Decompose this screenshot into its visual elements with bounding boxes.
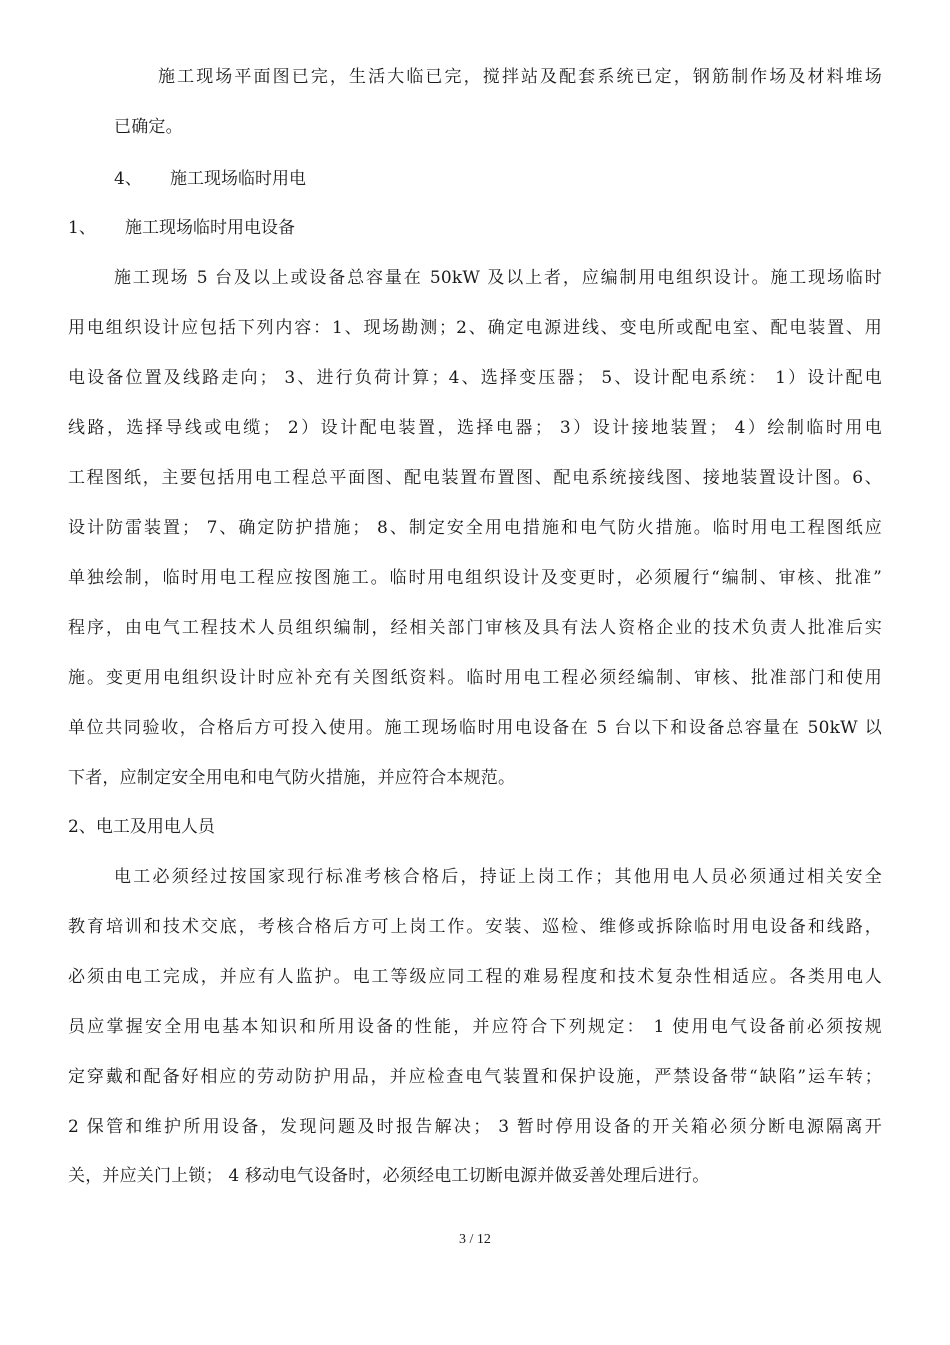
intro-line-2: 已确定。 <box>114 117 183 137</box>
section-2-line: 员应掌握安全用电基本知识和所用设备的性能，并应符合下列规定： 1 使用电气设备前必须按规 <box>68 1017 882 1037</box>
section-1-line: 工程图纸，主要包括用电工程总平面图、配电装置布置图、配电系统接线图、接地装置设计图。6、 <box>68 468 882 488</box>
section-1-line: 单位共同验收，合格后方可投入使用。施工现场临时用电设备在 5 台以下和设备总容量在 50kW 以 <box>68 718 882 738</box>
section-1-title: 施工现场临时用电设备 <box>125 218 295 238</box>
section-1-line: 施。变更用电组织设计时应补充有关图纸资料。临时用电工程必须经编制、审核、批准部门和使用 <box>68 668 882 688</box>
section-1-line: 设计防雷装置； 7、确定防护措施； 8、制定安全用电措施和电气防火措施。临时用电工程图纸应 <box>68 518 882 538</box>
section-1-line: 线路，选择导线或电缆； 2）设计配电装置，选择电器； 3）设计接地装置； 4）绘制临时用电 <box>68 418 882 438</box>
section-2-line: 教育培训和技术交底，考核合格后方可上岗工作。安装、巡检、维修或拆除临时用电设备和线路， <box>68 917 882 937</box>
section-1-number: 1、 <box>68 218 96 238</box>
section-1-line: 施工现场 5 台及以上或设备总容量在 50kW 及以上者，应编制用电组织设计。施工现场临时 <box>114 268 882 288</box>
section-1-line: 电设备位置及线路走向； 3、进行负荷计算；4、选择变压器； 5、设计配电系统： 1）设计配电 <box>68 368 882 388</box>
heading-4-title: 施工现场临时用电 <box>170 169 306 189</box>
intro-line-1: 施工现场平面图已完，生活大临已完，搅拌站及配套系统已定，钢筋制作场及材料堆场 <box>158 67 882 87</box>
section-1-line: 单独绘制，临时用电工程应按图施工。临时用电组织设计及变更时，必须履行“编制、审核、批准” <box>68 568 882 588</box>
section-2-line: 关，并应关门上锁； 4 移动电气设备时，必须经电工切断电源并做妥善处理后进行。 <box>68 1166 710 1186</box>
section-2-line: 必须由电工完成，并应有人监护。电工等级应同工程的难易程度和技术复杂性相适应。各类用电人 <box>68 967 882 987</box>
section-1-line: 程序，由电气工程技术人员组织编制，经相关部门审核及具有法人资格企业的技术负责人批准后实 <box>68 618 882 638</box>
section-2-line: 定穿戴和配备好相应的劳动防护用品，并应检查电气装置和保护设施，严禁设备带“缺陷”运车转； <box>68 1067 882 1087</box>
section-2-line: 电工必须经过按国家现行标准考核合格后，持证上岗工作；其他用电人员必须通过相关安全 <box>114 867 882 887</box>
section-1-line: 下者，应制定安全用电和电气防火措施，并应符合本规范。 <box>68 768 516 788</box>
section-2-line: 2 保管和维护所用设备，发现问题及时报告解决； 3 暂时停用设备的开关箱必须分断电源隔离开 <box>68 1117 882 1137</box>
heading-4-number: 4、 <box>114 169 142 189</box>
section-2-title: 2、电工及用电人员 <box>68 817 215 837</box>
page-number: 3 / 12 <box>459 1232 491 1247</box>
section-1-line: 用电组织设计应包括下列内容：1、现场勘测；2、确定电源进线、变电所或配电室、配电装置、用 <box>68 318 882 338</box>
